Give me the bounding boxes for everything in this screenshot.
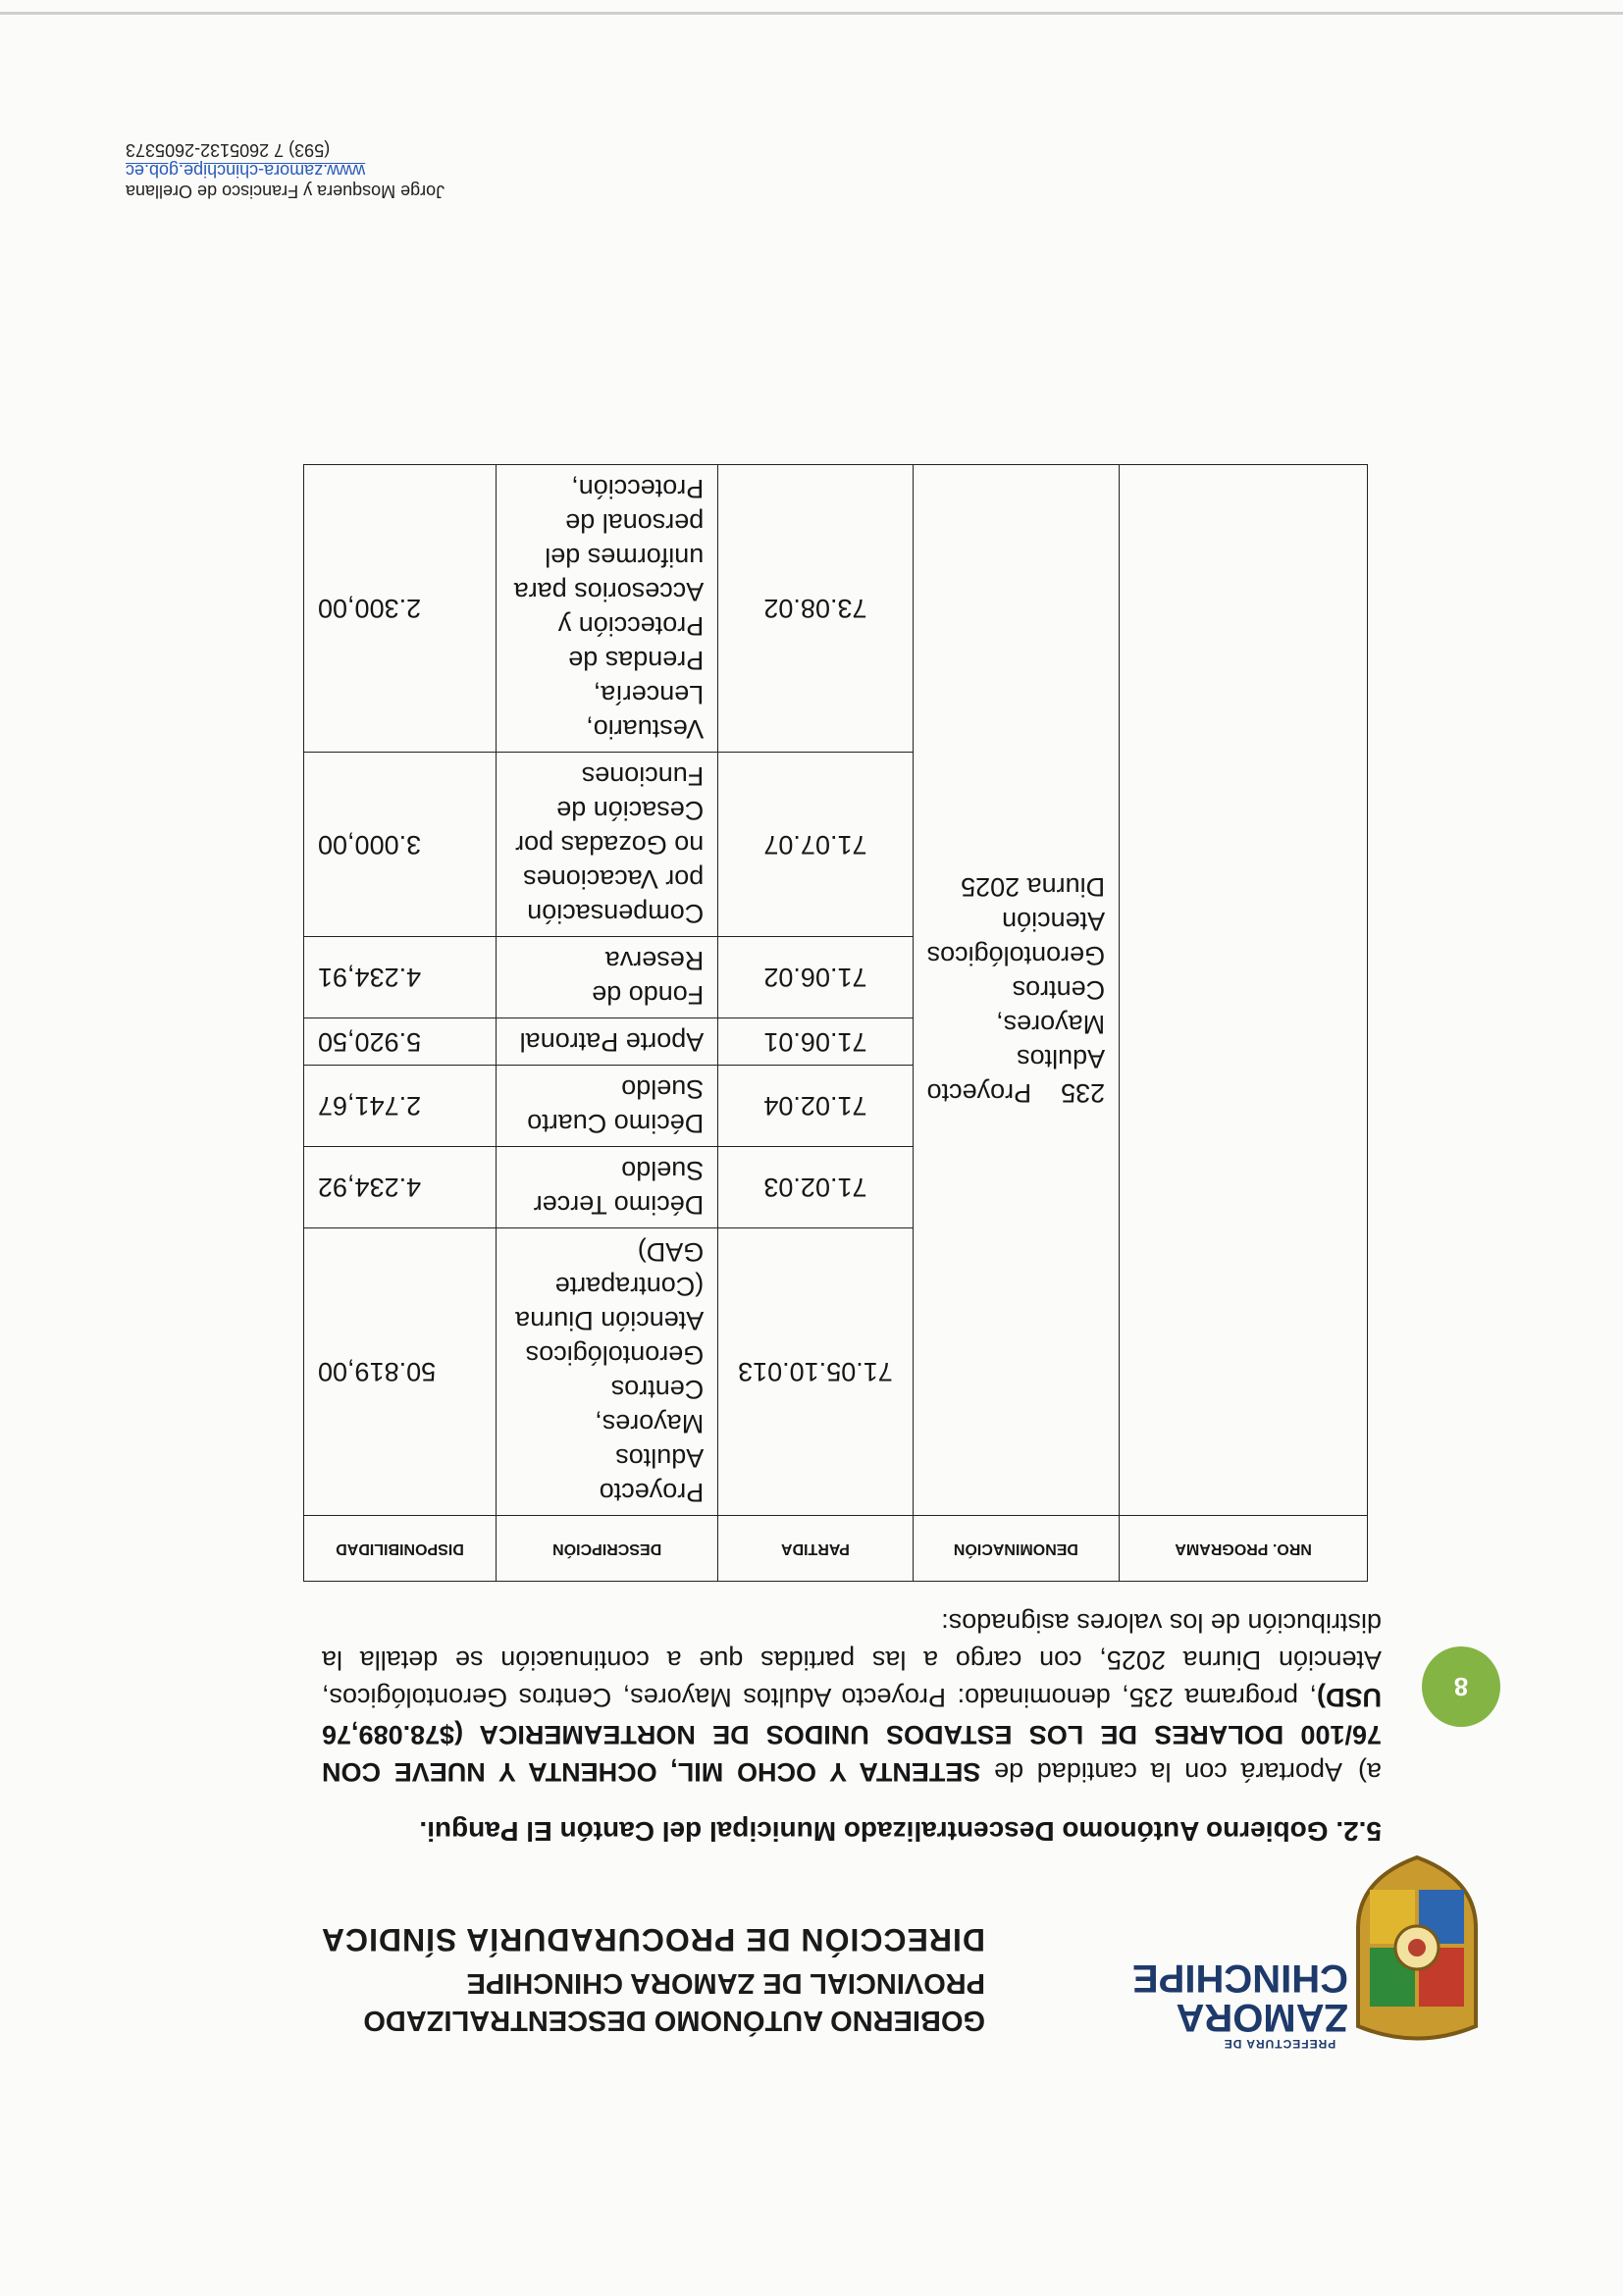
footer-contact: [126, 139, 538, 201]
availability-cell: 50.819,00: [304, 1228, 497, 1516]
header-descripcion: DESCRIPCIÓN: [497, 1516, 718, 1582]
partida-cell: 71.05.10.013: [718, 1228, 913, 1516]
header-nro-programa: NRO. PROGRAMA: [1120, 1516, 1368, 1582]
organization-name: [181, 1964, 985, 2039]
org-line-1: GOBIERNO AUTÓNOMO DESCENTRALIZADO: [363, 2005, 985, 2036]
paragraph-text-1: Aportará con la cantidad de: [980, 1757, 1342, 1787]
section-paragraph: [322, 1604, 1382, 1791]
section-title: 5.2. Gobierno Autónomo Descentralizado Municipal del Cantón El Pangui.: [419, 1816, 1382, 1847]
footer-phone: (593) 7 2605132-2605373: [126, 140, 331, 160]
description-cell: Fondo de Reserva: [497, 937, 718, 1018]
description-cell: Aporte Patronal: [497, 1018, 718, 1066]
coat-of-arms-icon: [1348, 1854, 1486, 2046]
paragraph-amount: SETENTA Y OCHO MIL, OCHENTA Y NUEVE CON 76/100 DOLARES DE LOS ESTADOS UNIDOS DE NORTEAMERICA ($78.089,76 USD): [322, 1683, 1382, 1787]
description-cell: Compensación por Vacaciones no Gozadas por Cesación de Funciones: [497, 753, 718, 937]
availability-cell: 3.000,00: [304, 753, 497, 937]
department-title: DIRECCIÓN DE PROCURADURÍA SÍNDICA: [320, 1922, 985, 1957]
availability-cell: 4.234,91: [304, 937, 497, 1018]
org-line-2: PROVINCIAL DE ZAMORA CHINCHIPE: [466, 1967, 985, 1999]
availability-cell: 5.920,50: [304, 1018, 497, 1066]
paragraph-text-2: , programa 235, denominado: Proyecto Adultos Mayores, Centros Gerontológicos, Atención Diurna 2025, con cargo a las partidas que a continuación se detalla la distribución de los valores asignados:: [322, 1608, 1382, 1712]
availability-cell: 2.300,00: [304, 465, 497, 753]
header-partida: PARTIDA: [718, 1516, 913, 1582]
logo-small-text: PREFECTURA DE: [1223, 2037, 1336, 2051]
footer-address: Jorge Mosquera y Francisco de Orellana: [126, 182, 445, 201]
partida-cell: 71.06.01: [718, 1018, 913, 1066]
table-row: [304, 1228, 1368, 1516]
header-denominacion: DENOMINACIÓN: [913, 1516, 1120, 1582]
partida-cell: 73.08.02: [718, 465, 913, 753]
availability-cell: 4.234,92: [304, 1147, 497, 1228]
header-disponibilidad: DISPONIBILIDAD: [304, 1516, 497, 1582]
program-number-cell: [1120, 465, 1368, 1516]
footer-website-link[interactable]: www.zamora-chinchipe.gob.ec: [126, 161, 366, 181]
logo-chinchipe: CHINCHIPE: [1131, 1957, 1348, 2000]
program-denomination: 235 Proyecto Adultos Mayores, Centros Gerontológicos Atención Diurna 2025: [913, 465, 1120, 1516]
description-cell: Décimo Cuarto Sueldo: [497, 1066, 718, 1147]
table-header-row: [304, 1516, 1368, 1582]
description-cell: Proyecto Adultos Mayores, Centros Gerontológicos Atención Diurna (Contraparte GAD): [497, 1228, 718, 1516]
logo-zamora: ZAMORA: [1176, 1996, 1348, 2039]
description-cell: Vestuario, Lencería, Prendas de Protección y Accesorios para uniformes del personal de Protección,: [497, 465, 718, 753]
availability-cell: 2.741,67: [304, 1066, 497, 1147]
paragraph-lead: a): [1357, 1757, 1382, 1787]
partida-cell: 71.06.02: [718, 937, 913, 1018]
allocation-table: [303, 464, 1368, 1582]
prefecture-logo: [1131, 1957, 1348, 2051]
partida-cell: 71.02.04: [718, 1066, 913, 1147]
scan-edge-divider: [0, 12, 1623, 15]
page-number-badge: 8: [1422, 1646, 1500, 1727]
partida-cell: 71.07.07: [718, 753, 913, 937]
description-cell: Décimo Tercer Sueldo: [497, 1147, 718, 1228]
partida-cell: 71.02.03: [718, 1147, 913, 1228]
